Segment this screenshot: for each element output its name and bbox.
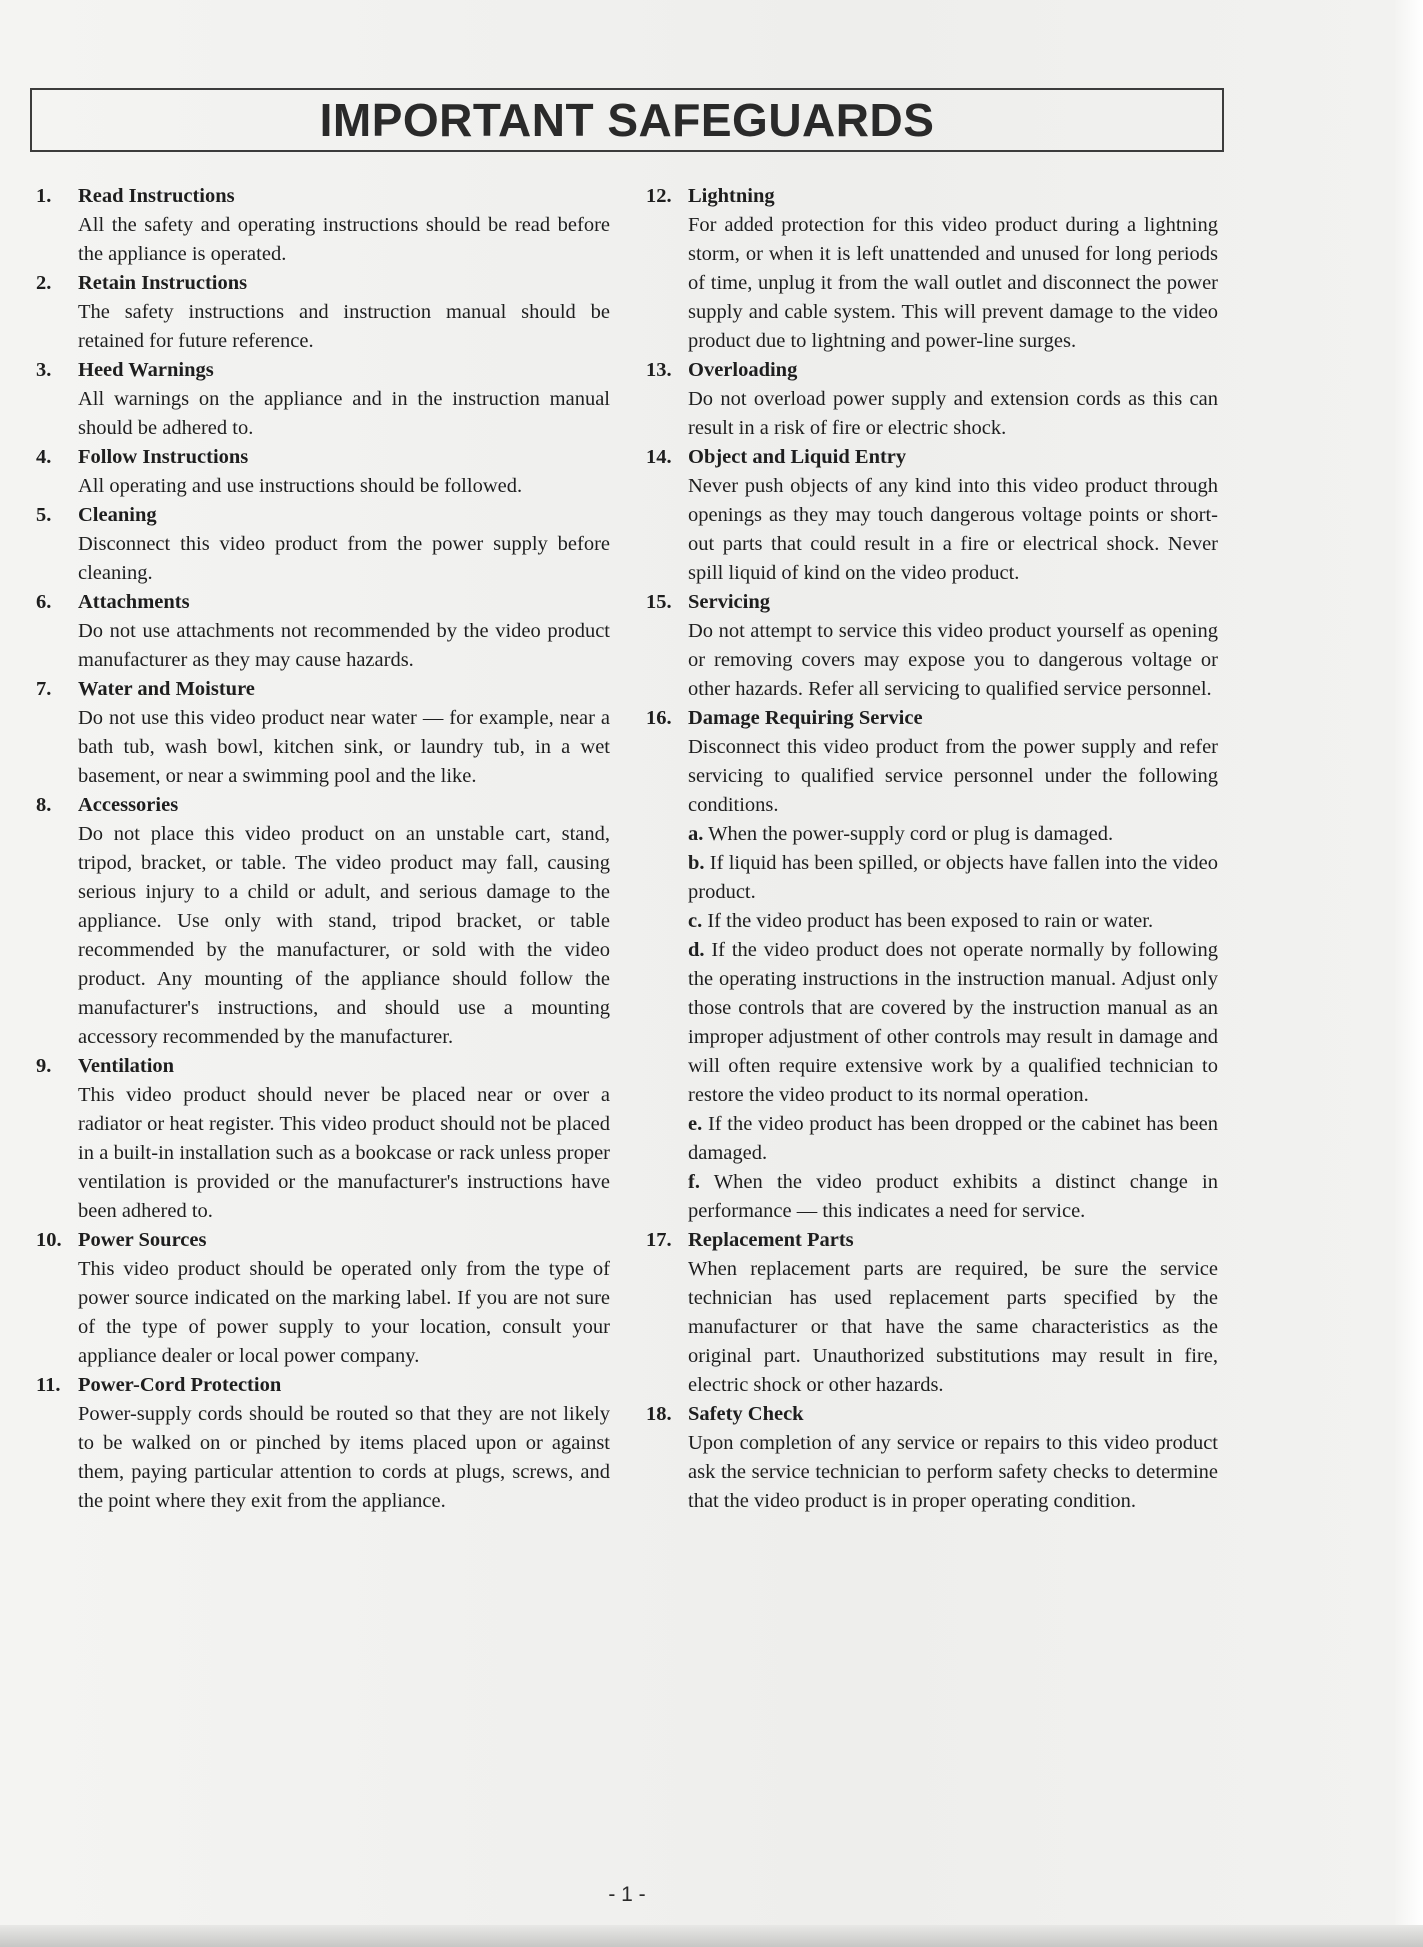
safeguard-item — [36, 675, 610, 791]
safeguard-item — [646, 443, 1218, 588]
safeguard-item — [36, 588, 610, 675]
safeguard-heading-row — [36, 588, 610, 617]
safeguard-heading-row — [36, 443, 610, 472]
subitem-text: If liquid has been spilled, or objects have fallen into the video product. — [688, 852, 1218, 903]
subitem-text: If the video product has been dropped or the cabinet has been damaged. — [688, 1113, 1218, 1164]
page-number: - 1 - — [608, 1883, 646, 1906]
safeguard-item — [646, 1226, 1218, 1400]
safeguard-item — [646, 588, 1218, 704]
safeguard-heading: Read Instructions — [78, 185, 235, 207]
subitem-mark: c. — [688, 910, 703, 932]
safeguard-heading-row — [646, 704, 1218, 733]
safeguard-body: The safety instructions and instruction manual should be retained for future reference. — [78, 301, 610, 352]
safeguard-heading: Servicing — [688, 591, 770, 613]
safeguard-number: 13. — [646, 359, 672, 381]
safeguard-number: 18. — [646, 1403, 672, 1425]
subitem-text: When the video product exhibits a distinct change in performance — this indicates a need for service. — [688, 1171, 1218, 1222]
safeguard-number: 3. — [36, 359, 52, 381]
safeguard-heading: Power Sources — [78, 1229, 207, 1251]
safeguard-number: 11. — [36, 1374, 61, 1396]
safeguard-item — [36, 791, 610, 1052]
subitem-mark: b. — [688, 852, 705, 874]
safeguard-heading-row — [36, 501, 610, 530]
right-column — [646, 182, 1218, 1516]
safeguard-heading: Heed Warnings — [78, 359, 214, 381]
safeguard-number: 1. — [36, 185, 52, 207]
safeguard-body: Disconnect this video product from the power supply and refer servicing to qualified service personnel under the following conditions. — [688, 736, 1218, 816]
safeguard-heading-row — [646, 356, 1218, 385]
safeguard-subitem — [688, 820, 1218, 849]
safeguard-number: 16. — [646, 707, 672, 729]
title-box — [30, 88, 1224, 152]
safeguard-body: Do not use attachments not recommended by the video product manufacturer as they may cause hazards. — [78, 620, 610, 671]
safeguard-body: Do not use this video product near water — for example, near a bath tub, wash bowl, kitchen sink, or laundry tub, in a wet basement, or near a swimming pool and the like. — [78, 707, 610, 787]
safeguard-number: 12. — [646, 185, 672, 207]
safeguard-number: 17. — [646, 1229, 672, 1251]
safeguard-body: Do not attempt to service this video product yourself as opening or removing covers may expose you to dangerous voltage or other hazards. Refer all servicing to qualified service personnel. — [688, 620, 1218, 700]
safeguard-heading: Accessories — [78, 794, 179, 816]
subitem-mark: f. — [688, 1171, 700, 1193]
safeguard-heading-row — [646, 182, 1218, 211]
safeguard-body: When replacement parts are required, be sure the service technician has used replacement parts specified by the manufacturer or that have the same characteristics as the original part. Unauthorized substitutions may result in fire, electric shock or other hazards. — [688, 1258, 1218, 1396]
safeguard-heading-row — [36, 356, 610, 385]
safeguard-heading: Lightning — [688, 185, 775, 207]
safeguard-heading: Safety Check — [688, 1403, 804, 1425]
subitem-text: If the video product has been exposed to rain or water. — [707, 910, 1154, 932]
safeguard-number: 7. — [36, 678, 52, 700]
safeguard-item — [36, 182, 610, 269]
safeguard-body: This video product should be operated only from the type of power source indicated on the marking label. If you are not sure of the type of power supply to your location, consult your appliance dealer or local power company. — [78, 1258, 610, 1367]
safeguard-heading: Water and Moisture — [78, 678, 255, 700]
safeguard-heading: Object and Liquid Entry — [688, 446, 907, 468]
safeguard-heading: Cleaning — [78, 504, 157, 526]
safeguard-body: For added protection for this video product during a lightning storm, or when it is left unattended and unused for long periods of time, unplug it from the wall outlet and disconnect the power supply and cable system. This will prevent damage to the video product due to lightning and power-line surges. — [688, 214, 1218, 352]
safeguard-number: 8. — [36, 794, 52, 816]
safeguard-heading-row — [646, 1400, 1218, 1429]
safeguard-subitem — [688, 907, 1218, 936]
left-column — [36, 182, 610, 1516]
safeguard-body: All operating and use instructions should be followed. — [78, 475, 523, 497]
safeguard-heading-row — [36, 1226, 610, 1255]
safeguard-number: 9. — [36, 1055, 52, 1077]
safeguard-item — [646, 182, 1218, 356]
safeguard-body: Do not place this video product on an unstable cart, stand, tripod, bracket, or table. The video product may fall, causing serious injury to a child or adult, and serious damage to the appliance. Use only with stand, tripod bracket, or table recommended by the manufacturer, or sold with the video product. Any mounting of the appliance should follow the manufacturer's instructions, and should use a mounting accessory recommended by the manufacturer. — [78, 823, 610, 1048]
safeguard-item — [36, 1226, 610, 1371]
safeguard-heading-row — [646, 1226, 1218, 1255]
safeguard-heading: Power-Cord Protection — [78, 1374, 282, 1396]
safeguard-body: Do not overload power supply and extension cords as this can result in a risk of fire or electric shock. — [688, 388, 1218, 439]
safeguard-number: 10. — [36, 1229, 62, 1251]
safeguard-number: 15. — [646, 591, 672, 613]
safeguard-number: 2. — [36, 272, 52, 294]
safeguard-subitem — [688, 936, 1218, 1110]
safeguard-heading-row — [36, 1371, 610, 1400]
safeguard-heading-row — [36, 182, 610, 211]
safeguard-body: All warnings on the appliance and in the instruction manual should be adhered to. — [78, 388, 610, 439]
safeguard-heading-row — [36, 1052, 610, 1081]
subitem-text: If the video product does not operate normally by following the operating instructions in the instruction manual. Adjust only those controls that are covered by the instruction manual as an improper adjustment of other controls may result in damage and will often require extensive work by a qualified technician to restore the video product to its normal operation. — [688, 939, 1218, 1106]
safeguard-item — [646, 704, 1218, 1226]
safeguard-number: 14. — [646, 446, 672, 468]
safeguard-body: Power-supply cords should be routed so that they are not likely to be walked on or pinched by items placed upon or against them, paying particular attention to cords at plugs, screws, and the point where they exit from the appliance. — [78, 1403, 610, 1512]
safeguard-item — [36, 443, 610, 501]
safeguard-number: 5. — [36, 504, 52, 526]
safeguard-heading-row — [36, 269, 610, 298]
safeguard-heading: Follow Instructions — [78, 446, 249, 468]
safeguard-heading: Ventilation — [78, 1055, 175, 1077]
safeguard-heading-row — [36, 791, 610, 820]
safeguard-subitem — [688, 1168, 1218, 1226]
safeguard-item — [646, 1400, 1218, 1516]
subitem-text: When the power-supply cord or plug is damaged. — [708, 823, 1114, 845]
subitem-mark: d. — [688, 939, 705, 961]
safeguard-item — [36, 356, 610, 443]
page-bottom-edge — [0, 1925, 1423, 1947]
subitem-mark: a. — [688, 823, 704, 845]
safeguard-heading: Retain Instructions — [78, 272, 248, 294]
page-right-edge — [1395, 0, 1423, 1947]
safeguard-body: All the safety and operating instructions should be read before the appliance is operated. — [78, 214, 610, 265]
safeguard-heading: Replacement Parts — [688, 1229, 854, 1251]
safeguard-body: Disconnect this video product from the power supply before cleaning. — [78, 533, 610, 584]
safeguard-number: 4. — [36, 446, 52, 468]
safeguard-subitem — [688, 849, 1218, 907]
safeguard-heading-row — [646, 588, 1218, 617]
safeguard-item — [36, 501, 610, 588]
safeguard-heading: Attachments — [78, 591, 190, 613]
safeguard-heading-row — [646, 443, 1218, 472]
safeguard-heading: Damage Requiring Service — [688, 707, 923, 729]
safeguard-item — [646, 356, 1218, 443]
safeguard-body: Never push objects of any kind into this video product through openings as they may touch dangerous voltage points or short-out parts that could result in a fire or electrical shock. Never spill liquid of kind on the video product. — [688, 475, 1218, 584]
page-title: IMPORTANT SAFEGUARDS — [319, 94, 935, 146]
safeguard-item — [36, 269, 610, 356]
safeguard-item — [36, 1052, 610, 1226]
safeguard-item — [36, 1371, 610, 1516]
subitem-mark: e. — [688, 1113, 703, 1135]
safeguard-heading-row — [36, 675, 610, 704]
safeguard-number: 6. — [36, 591, 52, 613]
safeguard-body: This video product should never be placed near or over a radiator or heat register. This video product should not be placed in a built-in installation such as a bookcase or rack unless proper ventilation is provided or the manufacturer's instructions have been adhered to. — [78, 1084, 610, 1222]
safeguard-heading: Overloading — [688, 359, 798, 381]
safeguard-subitem — [688, 1110, 1218, 1168]
safeguard-body: Upon completion of any service or repairs to this video product ask the service technician to perform safety checks to determine that the video product is in proper operating condition. — [688, 1432, 1218, 1512]
